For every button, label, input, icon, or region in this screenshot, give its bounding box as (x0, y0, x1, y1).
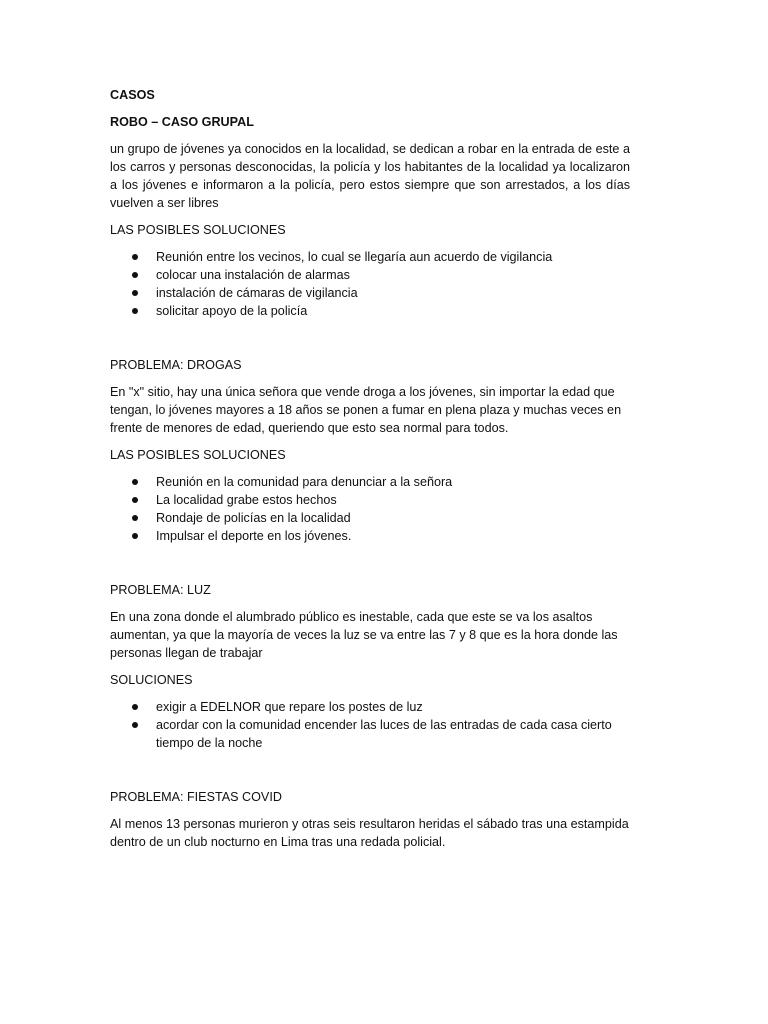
list-item-text: La localidad grabe estos hechos (156, 493, 337, 507)
list-item (110, 716, 630, 752)
list-item (110, 302, 630, 320)
section-spacer (110, 761, 630, 788)
list-item-text: Reunión entre los vecinos, lo cual se llegaría aun acuerdo de vigilancia (156, 250, 553, 264)
case-luz (110, 581, 630, 752)
bullet-icon (132, 533, 138, 539)
case-description: un grupo de jóvenes ya conocidos en la localidad, se dedican a robar en la entrada de este a los carros y personas desconocidas, la policía y los habitantes de la localidad ya localizaron a los jóvenes e informaron a la policía, pero estos siempre que son arrestados, a los días vuelven a ser libres (110, 142, 630, 210)
list-item (110, 509, 630, 527)
list-item-text: colocar una instalación de alarmas (156, 268, 350, 282)
case-description: En una zona donde el alumbrado público es inestable, cada que este se va los asaltos aumentan, ya que la mayoría de veces la luz se va entre las 7 y 8 que es la hora donde las personas llegan de trabajar (110, 610, 618, 660)
case-fiestas-covid (110, 788, 630, 851)
bullet-icon (132, 308, 138, 314)
case-heading: PROBLEMA: FIESTAS COVID (110, 790, 282, 804)
case-robo (110, 113, 630, 320)
list-item-text: Rondaje de policías en la localidad (156, 511, 351, 525)
list-item-text: solicitar apoyo de la policía (156, 304, 308, 318)
list-item (110, 266, 630, 284)
list-item-text: acordar con la comunidad encender las luces de las entradas de cada casa cierto tiempo de la noche (156, 718, 612, 750)
bullet-icon (132, 722, 138, 728)
case-description: En "x" sitio, hay una única señora que vende droga a los jóvenes, sin importar la edad que tengan, lo jóvenes mayores a 18 años se ponen a fumar en plena plaza y muchas veces en frente de menores de edad, queriendo que esto sea normal para todos. (110, 385, 622, 435)
list-item-text: instalación de cámaras de vigilancia (156, 286, 358, 300)
solutions-label: LAS POSIBLES SOLUCIONES (110, 448, 286, 462)
bullet-icon (132, 515, 138, 521)
list-item (110, 248, 630, 266)
list-item-text: exigir a EDELNOR que repare los postes de luz (156, 700, 423, 714)
list-item (110, 491, 630, 509)
list-item (110, 698, 630, 716)
document-title: CASOS (110, 88, 155, 102)
section-spacer (110, 329, 630, 356)
list-item-text: Reunión en la comunidad para denunciar a la señora (156, 475, 453, 489)
case-description: Al menos 13 personas murieron y otras seis resultaron heridas el sábado tras una estampida dentro de un club nocturno en Lima tras una redada policial. (110, 817, 629, 849)
bullet-icon (132, 272, 138, 278)
list-item (110, 473, 630, 491)
section-spacer (110, 554, 630, 581)
document-body (110, 86, 630, 860)
case-heading: PROBLEMA: DROGAS (110, 358, 242, 372)
solutions-list (110, 473, 630, 545)
case-heading: ROBO – CASO GRUPAL (110, 115, 254, 129)
bullet-icon (132, 497, 138, 503)
list-item (110, 527, 630, 545)
bullet-icon (132, 479, 138, 485)
bullet-icon (132, 290, 138, 296)
bullet-icon (132, 254, 138, 260)
solutions-label: SOLUCIONES (110, 673, 193, 687)
solutions-label: LAS POSIBLES SOLUCIONES (110, 223, 286, 237)
solutions-list (110, 248, 630, 320)
list-item (110, 284, 630, 302)
case-heading: PROBLEMA: LUZ (110, 583, 211, 597)
list-item-text: Impulsar el deporte en los jóvenes. (156, 529, 352, 543)
solutions-list (110, 698, 630, 752)
case-drogas (110, 356, 630, 545)
bullet-icon (132, 704, 138, 710)
